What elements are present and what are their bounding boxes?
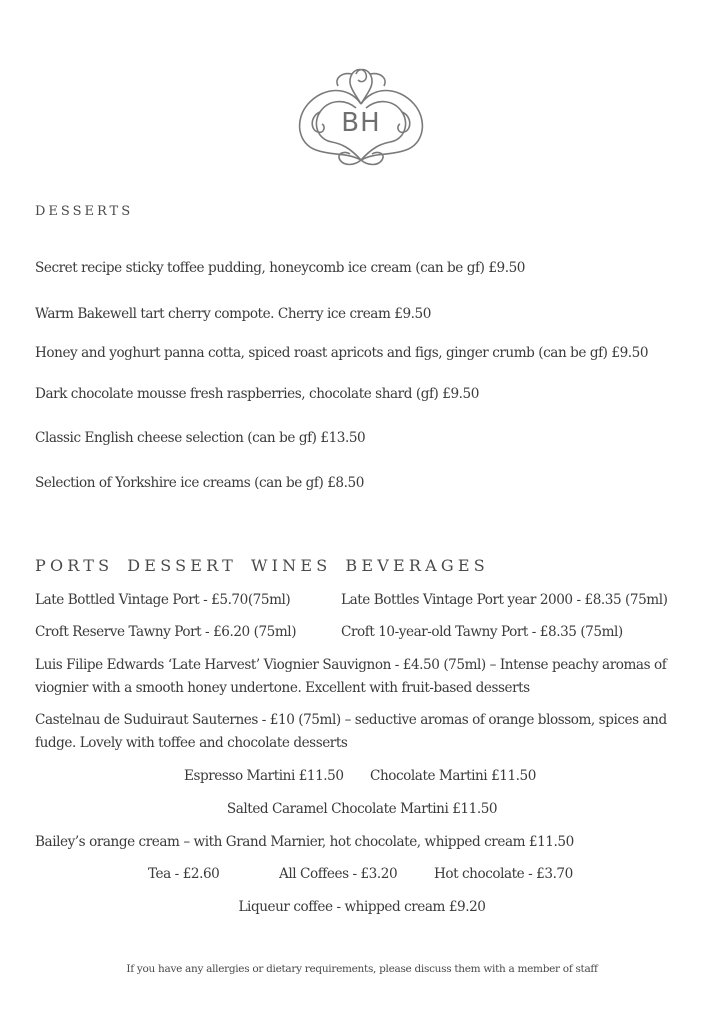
ports-heading: [35, 556, 503, 575]
allergy-notice: If you have any allergies or dietary requirements, please discuss them with a member of staff: [126, 963, 598, 975]
dessert-item: Dark chocolate mousse fresh raspberries, chocolate shard (gf) £9.50: [35, 386, 479, 402]
bh-monogram-logo: [294, 64, 428, 170]
port-item: Late Bottled Vintage Port - £5.70(75ml): [35, 592, 291, 608]
heading-word: BEVERAGES: [345, 556, 489, 575]
cocktail-item: Chocolate Martini £11.50: [370, 768, 536, 784]
dessert-wine-item: Castelnau de Suduiraut Sauternes - £10 (75ml) – seductive aromas of orange blossom, spices and fudge. Lovely with toffee and chocolate desserts: [35, 712, 667, 751]
logo-text: BH: [341, 108, 381, 138]
cocktail-item: Salted Caramel Chocolate Martini £11.50: [226, 801, 498, 817]
heading-word: PORTS: [35, 556, 114, 575]
dessert-item: Secret recipe sticky toffee pudding, honeycomb ice cream (can be gf) £9.50: [35, 260, 525, 276]
heading-word: DESSERT: [127, 556, 237, 575]
port-item: Croft 10-year-old Tawny Port - £8.35 (75ml): [341, 624, 623, 640]
port-item: Late Bottles Vintage Port year 2000 - £8.35 (75ml): [341, 592, 668, 608]
beverage-item: Liqueur coffee - whipped cream £9.20: [238, 899, 486, 915]
dessert-item: Honey and yoghurt panna cotta, spiced roast apricots and figs, ginger crumb (can be gf) £9.50: [35, 345, 649, 361]
dessert-wine-item: Luis Filipe Edwards ‘Late Harvest’ Viognier Sauvignon - £4.50 (75ml) – Intense peachy aromas of viognier with a smooth honey undertone. Excellent with fruit-based desserts: [35, 657, 667, 696]
dessert-item: Classic English cheese selection (can be gf) £13.50: [35, 430, 366, 446]
desserts-heading: DESSERTS: [35, 204, 134, 219]
dessert-item: Warm Bakewell tart cherry compote. Cherry ice cream £9.50: [35, 306, 431, 322]
beverage-item: Tea - £2.60: [148, 866, 220, 882]
heading-word: WINES: [250, 556, 332, 575]
beverage-item: Hot chocolate - £3.70: [434, 866, 573, 882]
cocktail-item: Espresso Martini £11.50: [184, 768, 344, 784]
dessert-item: Selection of Yorkshire ice creams (can be gf) £8.50: [35, 475, 364, 491]
beverage-item: All Coffees - £3.20: [279, 866, 398, 882]
port-item: Croft Reserve Tawny Port - £6.20 (75ml): [35, 624, 297, 640]
beverage-item: Bailey’s orange cream – with Grand Marnier, hot chocolate, whipped cream £11.50: [35, 834, 574, 850]
